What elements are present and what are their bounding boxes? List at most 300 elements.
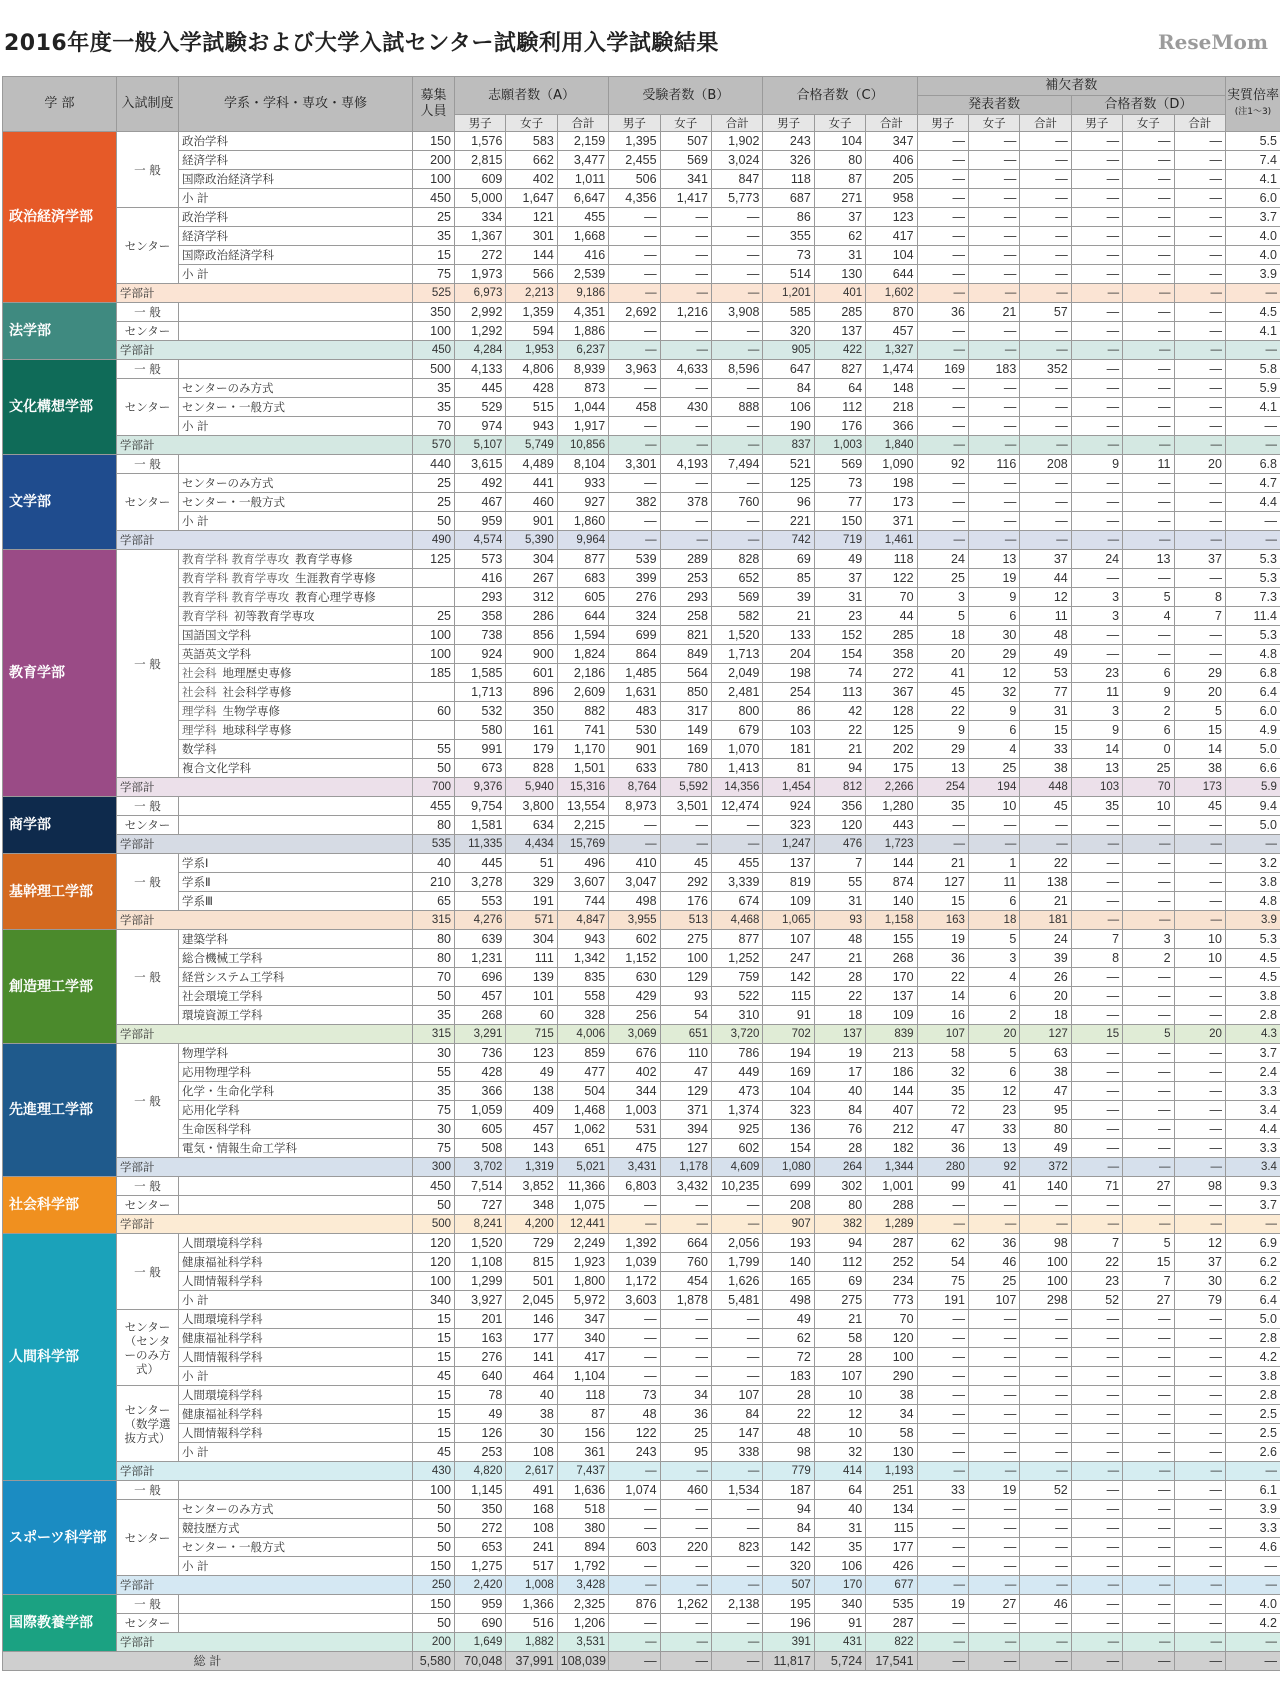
value-cell: 1,074 [609,1481,660,1500]
value-cell: 57 [1020,303,1071,322]
value-cell: 31 [1020,702,1071,721]
value-cell: — [1071,1310,1122,1329]
value-cell: 496 [557,854,608,873]
value-cell: — [1123,1614,1174,1633]
value-cell: 605 [455,1120,506,1139]
value-cell: — [1174,493,1225,512]
value-cell: 302 [814,1177,865,1196]
value-cell: 275 [814,1291,865,1310]
value-cell: — [1174,1481,1225,1500]
value-cell: 15 [413,1329,455,1348]
value-cell: 11,335 [455,835,506,854]
value-cell: — [1123,1367,1174,1386]
value-cell: — [609,1348,660,1367]
value-cell: 521 [763,455,814,474]
value-cell: — [1123,1595,1174,1614]
value-cell: — [1174,284,1225,303]
value-cell: 341 [660,170,711,189]
value-cell: 475 [609,1139,660,1158]
value-cell: — [1071,1443,1122,1462]
value-cell: — [1123,246,1174,265]
value-cell: 4,468 [711,911,762,930]
value-cell: 3.7 [1225,1196,1280,1215]
value-cell: 136 [763,1120,814,1139]
value-cell: 4,284 [455,341,506,360]
value-cell: — [968,1519,1019,1538]
value-cell: 32 [968,683,1019,702]
subject-name: 人間環境科学科 [182,1388,263,1402]
admission-system: センター [117,208,179,284]
subject [179,1519,413,1538]
value-cell: 652 [711,569,762,588]
value-cell: 594 [506,322,557,341]
value-cell: 3.7 [1225,208,1280,227]
value-cell: 8,104 [557,455,608,474]
value-cell: — [711,322,762,341]
value-cell: — [1174,1044,1225,1063]
value-cell: — [660,208,711,227]
value-cell: — [1123,1633,1174,1652]
value-cell: 15 [917,892,968,911]
value-cell: 5.3 [1225,930,1280,949]
value-cell: 10,856 [557,436,608,455]
value-cell: 31 [814,246,865,265]
admission-system: センター [117,1614,179,1633]
subject-name: 社会環境工学科 [182,989,263,1003]
value-cell: 85 [763,569,814,588]
value-cell: 127 [660,1139,711,1158]
value-cell: — [609,835,660,854]
value-cell: 3,477 [557,151,608,170]
value-cell: 137 [866,987,917,1006]
department-name: 教育学部 [3,550,117,797]
value-cell: 104 [763,1082,814,1101]
value-cell: 120 [866,1329,917,1348]
value-cell: 644 [866,265,917,284]
value-cell: — [1071,873,1122,892]
value-cell: 75 [413,1139,455,1158]
value-cell: — [917,1614,968,1633]
value-cell: — [711,208,762,227]
value-cell: 50 [413,759,455,778]
table-row [3,721,1280,740]
table-row [3,550,1280,569]
subject-name: 経済学科 [182,229,228,243]
value-cell: 108,039 [557,1652,608,1671]
value-cell: — [711,1633,762,1652]
value-cell: 7 [814,854,865,873]
value-cell: — [711,474,762,493]
subject-name: 経営システム工学科 [182,970,285,984]
value-cell: 34 [660,1386,711,1405]
value-cell: 5,940 [506,778,557,797]
value-cell: — [1123,626,1174,645]
value-cell: — [1071,1120,1122,1139]
value-cell: 45 [917,683,968,702]
value-cell: 1,713 [711,645,762,664]
value-cell: 428 [506,379,557,398]
value-cell: 94 [763,1500,814,1519]
value-cell: 35 [917,797,968,816]
subject-parent: 教育学科 教育学専攻 [182,571,290,585]
value-cell: 457 [866,322,917,341]
value-cell: 9,964 [557,531,608,550]
value-cell: 5,972 [557,1291,608,1310]
subject [179,702,413,721]
value-cell: — [660,1462,711,1481]
value-cell: 1,172 [609,1272,660,1291]
value-cell: 13 [1123,550,1174,569]
value-cell: 5.0 [1225,1310,1280,1329]
subject-name: 物理学科 [182,1046,228,1060]
department-total-row [3,1462,1280,1481]
value-cell: 500 [413,360,455,379]
value-cell: — [1123,911,1174,930]
value-cell: 100 [413,1272,455,1291]
value-cell: 508 [455,1139,506,1158]
value-cell: 25 [660,1424,711,1443]
value-cell: 3,908 [711,303,762,322]
value-cell: 208 [1020,455,1071,474]
value-cell: 674 [711,892,762,911]
value-cell: 142 [763,1538,814,1557]
value-cell: 100 [413,1481,455,1500]
value-cell: 525 [413,284,455,303]
value-cell: — [917,512,968,531]
value-cell: — [917,132,968,151]
value-cell: 20 [1020,987,1071,1006]
value-cell: 847 [711,170,762,189]
subject [179,1424,413,1443]
value-cell: 51 [506,854,557,873]
value-cell: 3,069 [609,1025,660,1044]
department-name: 文化構想学部 [3,360,117,455]
value-cell: 286 [506,607,557,626]
value-cell: 870 [866,303,917,322]
value-cell: 1,668 [557,227,608,246]
value-cell: 62 [917,1234,968,1253]
subject [179,607,413,626]
value-cell: 45 [1020,797,1071,816]
value-cell: 6.8 [1225,664,1280,683]
value-cell: — [917,284,968,303]
value-cell: 150 [413,1557,455,1576]
value-cell: 6 [1123,664,1174,683]
value-cell: 431 [814,1633,865,1652]
value-cell: 272 [455,1519,506,1538]
value-cell: — [711,835,762,854]
value-cell: — [1123,303,1174,322]
value-cell: — [1123,1462,1174,1481]
value-cell: — [1020,512,1071,531]
value-cell: — [1071,208,1122,227]
value-cell: — [1123,284,1174,303]
subject-name: 応用物理学科 [182,1065,251,1079]
value-cell: 3,301 [609,455,660,474]
value-cell: 35 [413,1082,455,1101]
subject [179,854,413,873]
value-cell: — [660,531,711,550]
value-cell: 187 [763,1481,814,1500]
value-cell: 148 [866,379,917,398]
value-cell: 8 [1174,588,1225,607]
value-cell: 5 [1123,588,1174,607]
value-cell: 3,927 [455,1291,506,1310]
value-cell: 212 [866,1120,917,1139]
subject [179,493,413,512]
value-cell: — [1020,1519,1071,1538]
value-cell: 25 [968,759,1019,778]
value-cell: 2.6 [1225,1443,1280,1462]
subject [179,303,413,322]
value-cell: 118 [557,1386,608,1405]
value-cell: 1,003 [609,1101,660,1120]
value-cell: — [968,436,1019,455]
value-cell: — [711,512,762,531]
value-cell: 253 [455,1443,506,1462]
value-cell: 457 [455,987,506,1006]
value-cell: 250 [413,1576,455,1595]
value-cell: 70 [1123,778,1174,797]
value-cell: 4,006 [557,1025,608,1044]
value-cell: 48 [609,1405,660,1424]
value-cell: — [968,1443,1019,1462]
value-cell: — [1071,417,1122,436]
value-cell: — [1071,835,1122,854]
value-cell: — [917,1424,968,1443]
value-cell: 98 [763,1443,814,1462]
value-cell: 13,554 [557,797,608,816]
value-cell: 29 [917,740,968,759]
value-cell: 17,541 [866,1652,917,1671]
value-cell: 130 [814,265,865,284]
subject [179,1082,413,1101]
value-cell: 326 [763,151,814,170]
value-cell: 498 [609,892,660,911]
value-cell: — [1071,512,1122,531]
value-cell: 285 [814,303,865,322]
value-cell: — [609,512,660,531]
value-cell: 819 [763,873,814,892]
value-cell: — [968,1557,1019,1576]
value-cell: — [609,1500,660,1519]
value-cell: 30 [413,1120,455,1139]
value-cell: 28 [814,1348,865,1367]
value-cell: — [1174,170,1225,189]
department-total-row [3,835,1280,854]
value-cell: 356 [814,797,865,816]
table-row [3,949,1280,968]
value-cell: 3.8 [1225,873,1280,892]
header-male: 男子 [455,115,506,132]
value-cell: 137 [814,1025,865,1044]
value-cell: — [660,265,711,284]
value-cell: 36 [660,1405,711,1424]
value-cell: 491 [506,1481,557,1500]
value-cell: 11 [968,873,1019,892]
table-row [3,1234,1280,1253]
value-cell: 100 [413,322,455,341]
subject [179,1329,413,1348]
header-female: 女子 [506,115,557,132]
total-label: 学部計 [117,1158,413,1177]
value-cell: — [1123,645,1174,664]
value-cell: 378 [660,493,711,512]
department-name: 創造理工学部 [3,930,117,1044]
value-cell: 609 [455,170,506,189]
value-cell: 138 [1020,873,1071,892]
value-cell: 9.4 [1225,797,1280,816]
value-cell: 429 [609,987,660,1006]
value-cell: 28 [763,1386,814,1405]
value-cell: 651 [660,1025,711,1044]
table-row [3,1595,1280,1614]
value-cell: 859 [557,1044,608,1063]
value-cell: — [609,531,660,550]
value-cell: 19 [917,930,968,949]
value-cell: — [1123,189,1174,208]
value-cell: — [711,1614,762,1633]
value-cell: 518 [557,1500,608,1519]
value-cell: — [1071,436,1122,455]
value-cell: — [1123,569,1174,588]
subject [179,170,413,189]
value-cell: — [1174,1367,1225,1386]
value-cell: — [711,1519,762,1538]
value-cell: 48 [1020,626,1071,645]
value-cell: — [1071,1519,1122,1538]
value-cell: — [968,1576,1019,1595]
value-cell: 3,501 [660,797,711,816]
value-cell: — [1225,1215,1280,1234]
value-cell: 50 [413,987,455,1006]
value-cell: — [917,1443,968,1462]
subject [179,1386,413,1405]
value-cell: 4,609 [711,1158,762,1177]
subject [179,1538,413,1557]
value-cell: 1,170 [557,740,608,759]
value-cell: 1,602 [866,284,917,303]
admission-system: センター（センターのみ方式） [117,1310,179,1386]
value-cell: — [968,265,1019,284]
value-cell: 683 [557,569,608,588]
subject-name: 競技歴方式 [182,1521,240,1535]
value-cell: 25 [917,569,968,588]
value-cell: — [917,1196,968,1215]
value-cell: 348 [506,1196,557,1215]
value-cell: 2,249 [557,1234,608,1253]
value-cell: 340 [413,1291,455,1310]
value-cell: 837 [763,436,814,455]
value-cell: 115 [763,987,814,1006]
subject-name: 初等教育学専攻 [234,609,315,623]
value-cell: 298 [1020,1291,1071,1310]
subject [179,379,413,398]
value-cell: 943 [506,417,557,436]
department-total-row [3,1025,1280,1044]
value-cell: 31 [814,588,865,607]
value-cell: 4 [1123,607,1174,626]
value-cell: 104 [814,132,865,151]
value-cell: 80 [413,816,455,835]
table-row [3,379,1280,398]
value-cell: 338 [711,1443,762,1462]
value-cell: 5.3 [1225,569,1280,588]
value-cell: 77 [814,493,865,512]
value-cell: — [1174,987,1225,1006]
subject [179,474,413,493]
value-cell: — [660,1367,711,1386]
table-row [3,1519,1280,1538]
value-cell: 12 [1020,588,1071,607]
value-cell: 113 [814,683,865,702]
value-cell: — [609,341,660,360]
value-cell: 974 [455,417,506,436]
value-cell: 1 [968,854,1019,873]
value-cell: 2.5 [1225,1424,1280,1443]
value-cell: 1,800 [557,1272,608,1291]
value-cell: — [1225,512,1280,531]
subject [179,949,413,968]
value-cell: 1,792 [557,1557,608,1576]
value-cell: — [1174,531,1225,550]
value-cell: — [1174,1652,1225,1671]
value-cell: 87 [814,170,865,189]
value-cell: 258 [660,607,711,626]
department-name: スポーツ科学部 [3,1481,117,1595]
value-cell: 458 [609,398,660,417]
value-cell: 37 [1174,550,1225,569]
value-cell: — [917,1462,968,1481]
value-cell: 876 [609,1595,660,1614]
value-cell: 87 [557,1405,608,1424]
value-cell: — [968,1500,1019,1519]
value-cell: 22 [1020,854,1071,873]
value-cell: 50 [413,1519,455,1538]
value-cell: 98 [1174,1177,1225,1196]
value-cell: 21 [763,607,814,626]
header-examinees: 受験者数（B） [609,77,763,115]
subject [179,1253,413,1272]
value-cell: — [1123,1576,1174,1595]
value-cell: 640 [455,1367,506,1386]
value-cell: 391 [763,1633,814,1652]
value-cell: 36 [917,949,968,968]
department-name: 人間科学部 [3,1234,117,1481]
subject [179,816,413,835]
table-row [3,702,1280,721]
value-cell: 45 [1174,797,1225,816]
value-cell: — [660,1557,711,1576]
value-cell: 200 [413,151,455,170]
value-cell: 2,159 [557,132,608,151]
value-cell: — [609,1576,660,1595]
value-cell: — [1174,1462,1225,1481]
value-cell: — [1123,1006,1174,1025]
value-cell: — [609,284,660,303]
value-cell: 62 [763,1329,814,1348]
value-cell: 1,799 [711,1253,762,1272]
subject-name: 人間環境科学科 [182,1236,263,1250]
value-cell: — [1123,1139,1174,1158]
subject [179,930,413,949]
subject [179,664,413,683]
value-cell: 517 [506,1557,557,1576]
value-cell: 86 [763,208,814,227]
value-cell: — [917,208,968,227]
value-cell: 6 [968,1063,1019,1082]
value-cell: 4.0 [1225,1595,1280,1614]
